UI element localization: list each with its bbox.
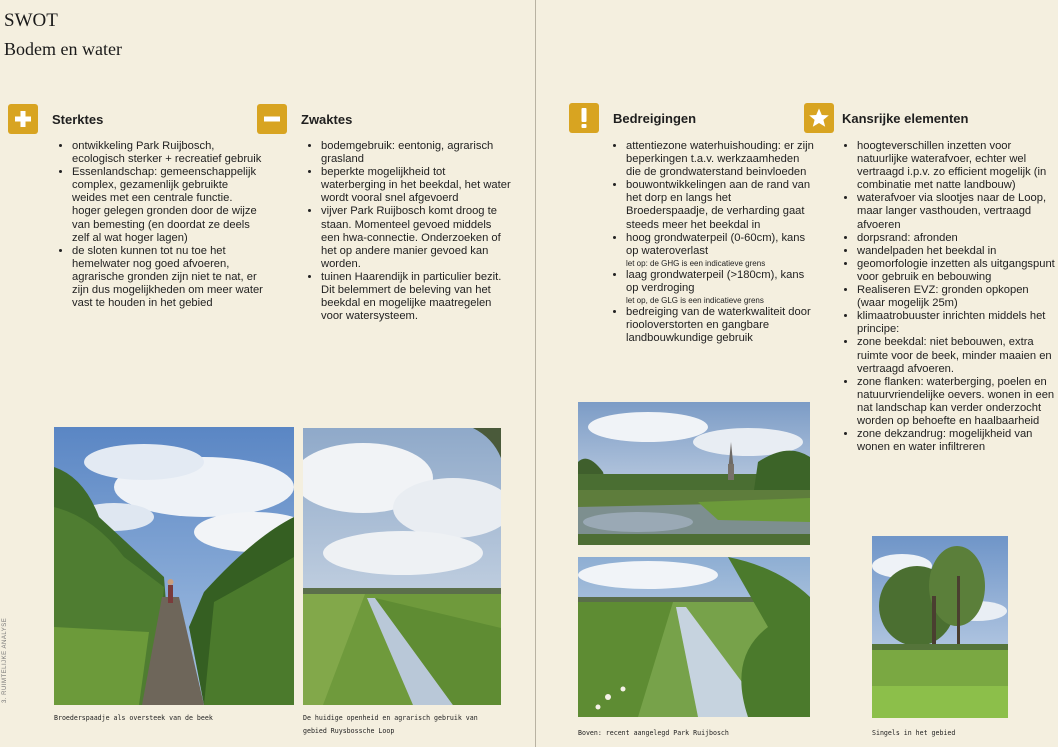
photo-openheid: [303, 428, 501, 705]
list-item: • tuinen Haarendijk in particulier bezit. Dit belemmert de beleving van het beekdal en mogelijke maatregelen voor watersysteem.: [321, 271, 511, 323]
list-item: • zone dekzandrug: mogelijkheid van wonen en water infiltreren: [857, 428, 1057, 454]
bedreigingen-list: [610, 140, 814, 345]
list-item: • wandelpaden het beekdal in: [857, 245, 1057, 258]
exclamation-icon: [569, 103, 599, 133]
section-title: Sterktes: [52, 111, 104, 127]
list-item: • zone flanken: waterberging, poelen en natuurvriendelijke oevers. wonen in een nat landschap kan verder onderzocht worden op behoefte en haalbaarheid: [857, 376, 1057, 428]
sterktes-list: [56, 140, 264, 310]
section-bedreigingen-header: [569, 102, 696, 134]
list-item: • geomorfologie inzetten als uitgangspunt voor gebruik en bebouwing: [857, 258, 1057, 284]
list-item: • attentiezone waterhuishouding: er zijn beperkingen t.a.v. werkzaamheden die de grondwaterstand beinvloeden: [626, 140, 814, 179]
side-label: 3. RUIMTELIJKE ANALYSE: [2, 617, 8, 703]
photo-caption: De huidige openheid en agrarisch gebruik van gebied Ruysbossche Loop: [303, 714, 478, 735]
page-subtitle: Bodem en water: [4, 39, 122, 59]
section-title: Zwaktes: [301, 111, 353, 127]
list-item: • zone beekdal: niet bebouwen, extra ruimte voor de beek, minder maaien en vertraagd afvoeren.: [857, 336, 1057, 375]
section-kansen-header: [804, 102, 968, 134]
photo-caption: Boven: recent aangelegd Park Ruijbosch: [578, 729, 729, 737]
photo-caption: Singels in het gebied: [872, 729, 956, 737]
list-item: • klimaatrobuuster inrichten middels het principe:: [857, 310, 1057, 336]
list-item: • waterafvoer via slootjes naar de Loop, maar langer vasthouden, vertraagd afvoeren: [857, 192, 1057, 231]
list-item: • laag grondwaterpeil (>180cm), kans op verdroging let op, de GLG is een indicatieve grens: [626, 269, 814, 306]
photo-park-ruijbosch: [578, 402, 810, 545]
photo-caption: Broederspaadje als oversteek van de beek: [54, 714, 213, 722]
list-item: • dorpsrand: afronden: [857, 232, 1057, 245]
plus-icon: [8, 104, 38, 134]
photo-singels: [872, 536, 1008, 718]
list-item: • beperkte mogelijkheid tot waterberging in het beekdal, het water wordt vooral snel afgevoerd: [321, 166, 511, 205]
section-zwaktes-header: [257, 103, 352, 135]
section-sterktes-header: [8, 103, 103, 135]
kansen-list: [841, 140, 1057, 454]
list-item: • Realiseren EVZ: gronden opkopen (waar mogelijk 25m): [857, 284, 1057, 310]
list-item: • bodemgebruik: eentonig, agrarisch grasland: [321, 140, 511, 166]
list-item: • hoogteverschillen inzetten voor natuurlijke waterafvoer, echter wel vertraagd i.p.v. zo efficient mogelijk (in combinatie met natte landbouw): [857, 140, 1057, 192]
section-title: Kansrijke elementen: [842, 110, 969, 126]
item-note: let op, de GLG is een indicatieve grens: [626, 296, 764, 306]
zwaktes-list: [305, 140, 511, 323]
list-item: • hoog grondwaterpeil (0-60cm), kans op wateroverlast let op: de GHG is een indicatieve grens: [626, 232, 814, 269]
list-item: • Essenlandschap: gemeenschappelijk complex, gezamenlijk gebruikte weides met een centrale functie. hoger gelegen gronden door de wijze van bemesting (en doordat ze deels zelf al wat hoger lagen): [72, 166, 264, 245]
page-title: SWOT: [4, 10, 58, 31]
page-spine: [535, 0, 536, 747]
section-title: Bedreigingen: [613, 110, 697, 126]
minus-icon: [257, 104, 287, 134]
photo-broederspaadje: [54, 427, 294, 705]
list-item: • ontwikkeling Park Ruijbosch, ecologisch sterker + recreatief gebruik: [72, 140, 264, 166]
list-item: • vijver Park Ruijbosch komt droog te staan. Momenteel gevoed middels een hwa-connectie. Onderzoeken of het op andere manier gevoed kan worden.: [321, 205, 511, 270]
list-item: • bouwontwikkelingen aan de rand van het dorp en langs het Broederspaadje, de verharding gaat steeds meer het beekdal in: [626, 179, 814, 231]
list-item: • bedreiging van de waterkwaliteit door riooloverstorten en gangbare landbouwkundige gebruik: [626, 306, 814, 345]
list-item: • de sloten kunnen tot nu toe het hemelwater nog goed afvoeren, agrarische gronden zijn niet te nat, er zijn dus mogelijkheden om meer water vast te houden in het gebied: [72, 245, 264, 310]
star-icon: [804, 103, 834, 133]
photo-sloot: [578, 557, 810, 717]
item-note: let op: de GHG is een indicatieve grens: [626, 258, 766, 268]
